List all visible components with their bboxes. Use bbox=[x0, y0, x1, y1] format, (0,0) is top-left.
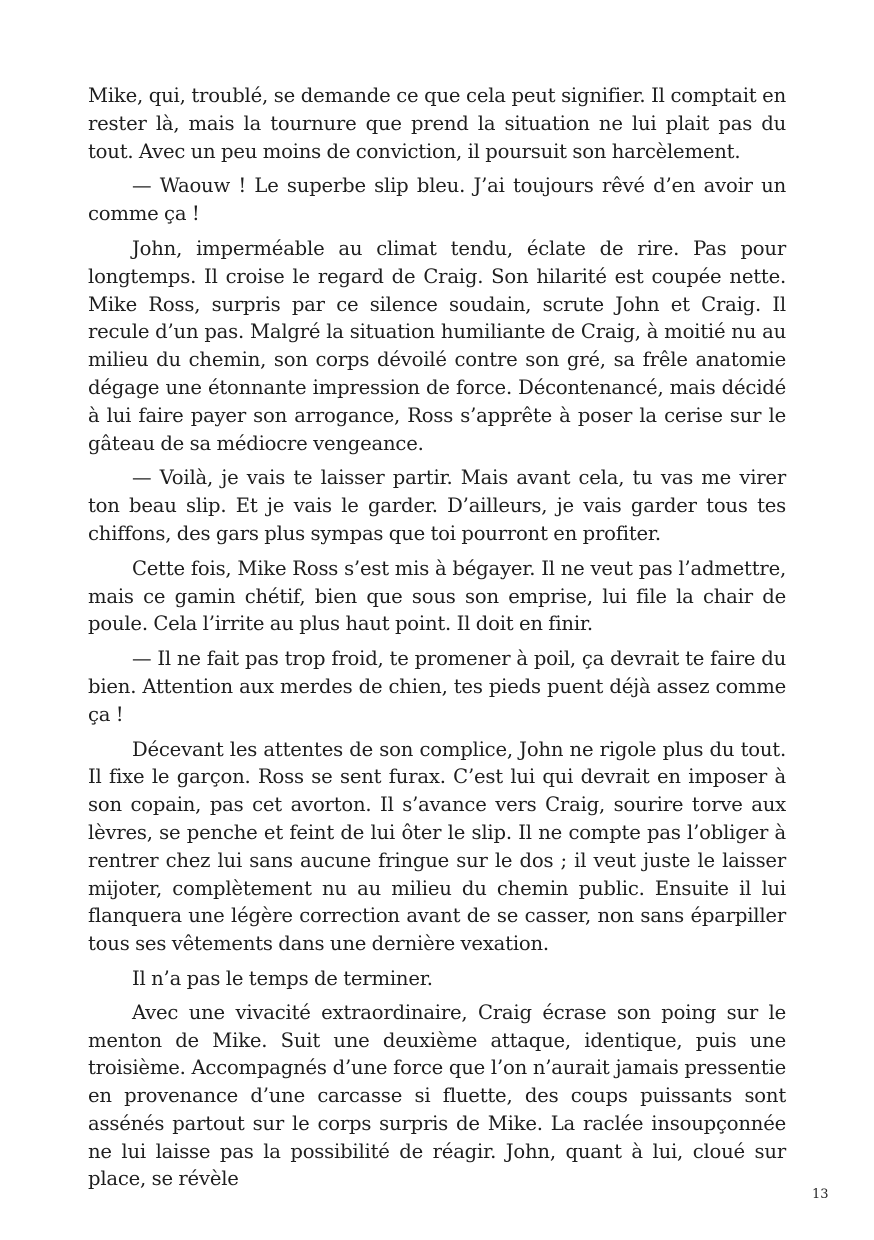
paragraph-dialogue: — Il ne fait pas trop froid, te promener à poil, ça devrait te faire du bien. Attention aux merdes de chien, tes pieds puent déjà assez comme ça ! bbox=[88, 647, 786, 726]
paragraph-continuation: Mike, qui, troublé, se demande ce que cela peut signifier. Il comptait en rester là, mais la tournure que prend la situation ne lui plait pas du tout. Avec un peu moins de conviction, il poursuit son harcèlement. bbox=[88, 84, 786, 163]
paragraph: John, imperméable au climat tendu, éclate de rire. Pas pour longtemps. Il croise le regard de Craig. Son hilarité est coupée nette. Mike Ross, surpris par ce silence soudain, scrute John et Craig. Il recule d’un pas. Malgré la situation humiliante de Craig, à moitié nu au milieu du chemin, son corps dévoilé contre son gré, sa frêle anatomie dégage une étonnante impression de force. Décontenancé, mais décidé à lui faire payer son arrogance, Ross s’apprête à poser la cerise sur le gâteau de sa médiocre vengeance. bbox=[88, 236, 786, 455]
paragraph: Avec une vivacité extraordinaire, Craig écrase son poing sur le menton de Mike. Suit une deuxième attaque, identique, puis une troisième. Accompagnés d’une force que l’on n’aurait jamais pressentie en provenance d’une carcasse si fluette, des coups puissants sont assénés partout sur le corps surpris de Mike. La raclée insoupçonnée ne lui laisse pas la possibilité de réagir. John, quant à lui, cloué sur place, se révèle bbox=[88, 1000, 786, 1191]
page-body bbox=[88, 82, 786, 1200]
paragraph: Cette fois, Mike Ross s’est mis à bégayer. Il ne veut pas l’admettre, mais ce gamin chétif, bien que sous son emprise, lui file la chair de poule. Cela l’irrite au plus haut point. Il doit en finir. bbox=[88, 556, 786, 636]
paragraph: Il n’a pas le temps de terminer. bbox=[132, 966, 433, 990]
paragraph-dialogue: — Voilà, je vais te laisser partir. Mais avant cela, tu vas me virer ton beau slip. Et je vais le garder. D’ailleurs, je vais garder tous tes chiffons, des gars plus sympas que toi pourront en profiter. bbox=[88, 466, 786, 545]
page-number: 13 bbox=[812, 1187, 829, 1202]
paragraph: Décevant les attentes de son complice, John ne rigole plus du tout. Il fixe le garçon. Ross se sent furax. C’est lui qui devrait en imposer à son copain, pas cet avorton. Il s’avance vers Craig, sourire torve aux lèvres, se penche et feint de lui ôter le slip. Il ne compte pas l’obliger à rentrer chez lui sans aucune fringue sur le dos ; il veut juste le laisser mijoter, complètement nu au milieu du chemin public. Ensuite il lui flanquera une légère correction avant de se casser, non sans éparpiller tous ses vêtements dans une dernière vexation. bbox=[88, 737, 786, 956]
paragraph-dialogue: — Waouw ! Le superbe slip bleu. J’ai toujours rêvé d’en avoir un comme ça ! bbox=[88, 174, 786, 226]
